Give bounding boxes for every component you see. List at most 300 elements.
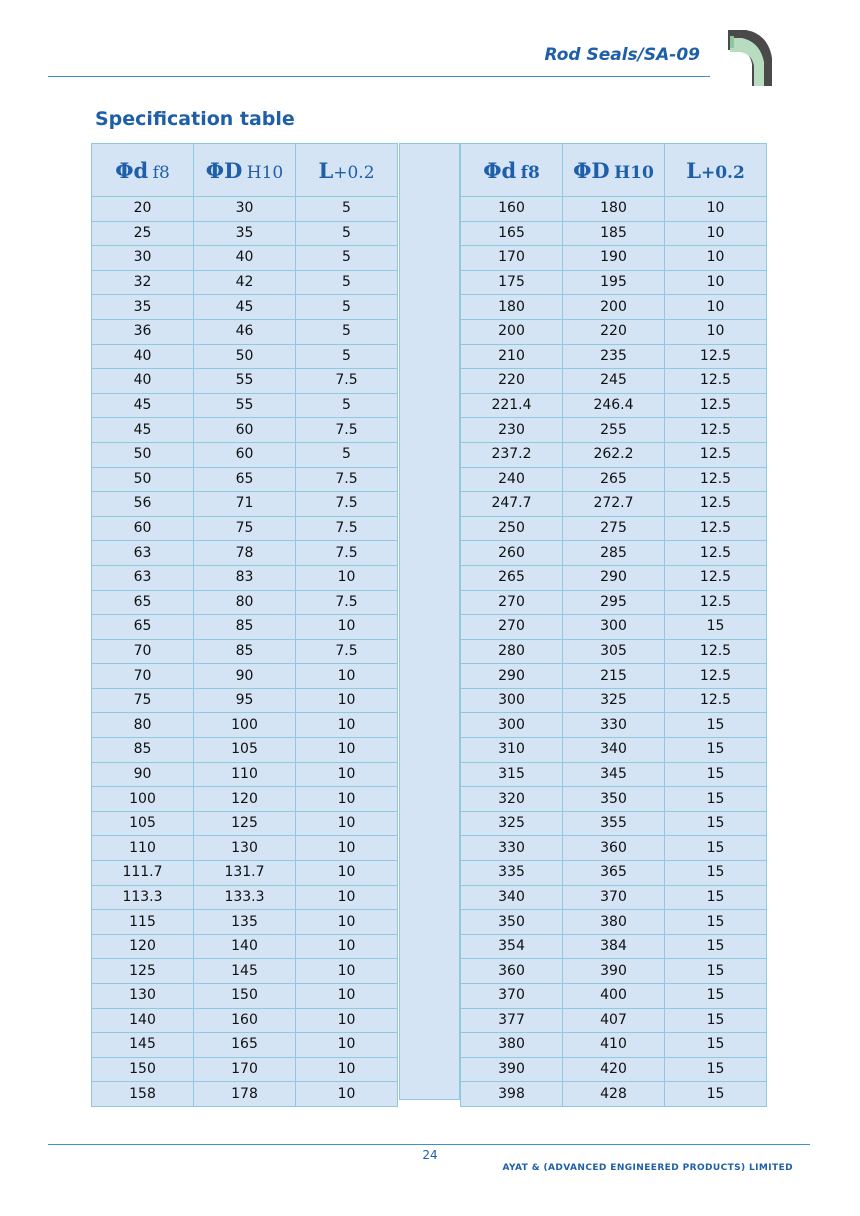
- cell-rod-diameter: 120: [92, 934, 194, 959]
- cell-groove-diameter: 85: [194, 615, 296, 640]
- cell-groove-diameter: 45: [194, 295, 296, 320]
- cell-rod-diameter: 35: [92, 295, 194, 320]
- cell-rod-diameter: 80: [92, 713, 194, 738]
- cell-rod-diameter: 300: [461, 713, 563, 738]
- cell-rod-diameter: 63: [92, 565, 194, 590]
- cell-rod-diameter: 340: [461, 885, 563, 910]
- cell-groove-diameter: 340: [563, 738, 665, 763]
- cell-groove-diameter: 80: [194, 590, 296, 615]
- cell-groove-diameter: 275: [563, 516, 665, 541]
- table-row: [461, 369, 767, 394]
- table-row: [92, 861, 398, 886]
- cell-groove-length: 15: [665, 984, 767, 1009]
- cell-groove-length: 7.5: [296, 467, 398, 492]
- cell-rod-diameter: 70: [92, 664, 194, 689]
- cell-groove-length: 15: [665, 1082, 767, 1107]
- cell-groove-length: 5: [296, 319, 398, 344]
- cell-groove-diameter: 272.7: [563, 492, 665, 517]
- table-row: [92, 492, 398, 517]
- table-row: [92, 197, 398, 222]
- cell-rod-diameter: 25: [92, 221, 194, 246]
- cell-groove-length: 10: [665, 246, 767, 271]
- header-groove-diameter: ΦD H10: [194, 144, 296, 197]
- cell-groove-diameter: 160: [194, 1008, 296, 1033]
- cell-rod-diameter: 100: [92, 787, 194, 812]
- cell-groove-length: 7.5: [296, 541, 398, 566]
- header-rod-diameter: Φd f8: [461, 144, 563, 197]
- cell-groove-length: 5: [296, 246, 398, 271]
- cell-groove-diameter: 140: [194, 934, 296, 959]
- cell-groove-diameter: 420: [563, 1057, 665, 1082]
- cell-groove-diameter: 110: [194, 762, 296, 787]
- cell-groove-length: 12.5: [665, 541, 767, 566]
- cell-groove-diameter: 407: [563, 1008, 665, 1033]
- cell-groove-diameter: 178: [194, 1082, 296, 1107]
- table-row: [92, 541, 398, 566]
- cell-rod-diameter: 150: [92, 1057, 194, 1082]
- cell-groove-diameter: 90: [194, 664, 296, 689]
- cell-rod-diameter: 221.4: [461, 393, 563, 418]
- cell-groove-length: 15: [665, 615, 767, 640]
- cell-groove-diameter: 165: [194, 1033, 296, 1058]
- table-row: [461, 1033, 767, 1058]
- cell-rod-diameter: 113.3: [92, 885, 194, 910]
- table-row: [92, 1057, 398, 1082]
- cell-groove-diameter: 255: [563, 418, 665, 443]
- cell-groove-diameter: 245: [563, 369, 665, 394]
- cell-groove-diameter: 235: [563, 344, 665, 369]
- cell-groove-diameter: 120: [194, 787, 296, 812]
- cell-groove-diameter: 135: [194, 910, 296, 935]
- cell-groove-length: 12.5: [665, 344, 767, 369]
- table-row: [92, 615, 398, 640]
- table-row: [92, 639, 398, 664]
- cell-groove-length: 15: [665, 861, 767, 886]
- cell-groove-length: 7.5: [296, 590, 398, 615]
- cell-groove-length: 15: [665, 762, 767, 787]
- cell-groove-diameter: 355: [563, 811, 665, 836]
- cell-groove-length: 15: [665, 811, 767, 836]
- cell-groove-diameter: 100: [194, 713, 296, 738]
- cell-groove-length: 5: [296, 344, 398, 369]
- section-title: Specification table: [95, 108, 295, 130]
- cell-rod-diameter: 130: [92, 984, 194, 1009]
- table-row: [461, 221, 767, 246]
- table-row: [92, 934, 398, 959]
- cell-rod-diameter: 90: [92, 762, 194, 787]
- cell-groove-length: 12.5: [665, 516, 767, 541]
- table-row: [92, 270, 398, 295]
- cell-groove-length: 12.5: [665, 442, 767, 467]
- cell-groove-diameter: 330: [563, 713, 665, 738]
- cell-groove-length: 15: [665, 787, 767, 812]
- header-row: [92, 144, 398, 197]
- cell-groove-length: 10: [296, 688, 398, 713]
- table-row: [92, 516, 398, 541]
- table-row: [92, 787, 398, 812]
- cell-groove-diameter: 185: [563, 221, 665, 246]
- table-row: [461, 811, 767, 836]
- cell-groove-length: 10: [296, 1033, 398, 1058]
- cell-groove-diameter: 145: [194, 959, 296, 984]
- cell-rod-diameter: 360: [461, 959, 563, 984]
- cell-groove-diameter: 150: [194, 984, 296, 1009]
- cell-rod-diameter: 40: [92, 369, 194, 394]
- cell-rod-diameter: 45: [92, 393, 194, 418]
- cell-groove-diameter: 262.2: [563, 442, 665, 467]
- cell-groove-diameter: 200: [563, 295, 665, 320]
- table-row: [461, 885, 767, 910]
- cell-groove-length: 10: [296, 811, 398, 836]
- table-row: [92, 246, 398, 271]
- cell-rod-diameter: 105: [92, 811, 194, 836]
- table-row: [461, 246, 767, 271]
- table-row: [461, 615, 767, 640]
- cell-groove-length: 7.5: [296, 492, 398, 517]
- table-row: [461, 836, 767, 861]
- cell-groove-length: 10: [296, 565, 398, 590]
- cell-groove-length: 10: [665, 221, 767, 246]
- cell-rod-diameter: 65: [92, 590, 194, 615]
- cell-rod-diameter: 330: [461, 836, 563, 861]
- cell-groove-diameter: 428: [563, 1082, 665, 1107]
- cell-groove-diameter: 400: [563, 984, 665, 1009]
- cell-groove-length: 15: [665, 934, 767, 959]
- cell-rod-diameter: 170: [461, 246, 563, 271]
- cell-rod-diameter: 20: [92, 197, 194, 222]
- cell-groove-length: 10: [296, 713, 398, 738]
- cell-groove-diameter: 125: [194, 811, 296, 836]
- cell-groove-length: 10: [296, 959, 398, 984]
- cell-groove-diameter: 130: [194, 836, 296, 861]
- cell-groove-diameter: 390: [563, 959, 665, 984]
- cell-rod-diameter: 36: [92, 319, 194, 344]
- cell-groove-length: 15: [665, 1033, 767, 1058]
- cell-groove-length: 10: [665, 270, 767, 295]
- cell-groove-length: 10: [296, 615, 398, 640]
- cell-rod-diameter: 180: [461, 295, 563, 320]
- cell-groove-length: 10: [296, 787, 398, 812]
- spec-table-left: [91, 143, 398, 1107]
- table-row: [461, 541, 767, 566]
- cell-groove-diameter: 55: [194, 369, 296, 394]
- cell-rod-diameter: 165: [461, 221, 563, 246]
- cell-groove-diameter: 78: [194, 541, 296, 566]
- header-groove-length: L+0.2: [296, 144, 398, 197]
- cell-groove-length: 10: [296, 861, 398, 886]
- cell-rod-diameter: 237.2: [461, 442, 563, 467]
- cell-groove-length: 5: [296, 270, 398, 295]
- cell-groove-diameter: 190: [563, 246, 665, 271]
- cell-groove-diameter: 215: [563, 664, 665, 689]
- footer-divider: [48, 1144, 810, 1145]
- cell-groove-length: 12.5: [665, 393, 767, 418]
- cell-groove-diameter: 195: [563, 270, 665, 295]
- table-row: [92, 344, 398, 369]
- header-divider: [48, 76, 710, 77]
- cell-groove-diameter: 360: [563, 836, 665, 861]
- cell-rod-diameter: 250: [461, 516, 563, 541]
- cell-groove-length: 5: [296, 197, 398, 222]
- cell-groove-diameter: 60: [194, 418, 296, 443]
- table-row: [461, 738, 767, 763]
- cell-groove-length: 15: [665, 713, 767, 738]
- cell-rod-diameter: 210: [461, 344, 563, 369]
- header-title: Rod Seals/SA-09: [544, 45, 700, 65]
- cell-groove-diameter: 75: [194, 516, 296, 541]
- cell-groove-length: 10: [296, 910, 398, 935]
- header-row: [461, 144, 767, 197]
- cell-groove-diameter: 345: [563, 762, 665, 787]
- cell-groove-diameter: 46: [194, 319, 296, 344]
- table-row: [461, 197, 767, 222]
- table-row: [461, 319, 767, 344]
- table-row: [92, 885, 398, 910]
- table-row: [461, 934, 767, 959]
- cell-rod-diameter: 370: [461, 984, 563, 1009]
- cell-rod-diameter: 145: [92, 1033, 194, 1058]
- table-row: [461, 861, 767, 886]
- header-groove-length: L+0.2: [665, 144, 767, 197]
- cell-groove-length: 7.5: [296, 516, 398, 541]
- cell-rod-diameter: 70: [92, 639, 194, 664]
- table-row: [92, 984, 398, 1009]
- cell-groove-length: 12.5: [665, 418, 767, 443]
- cell-groove-diameter: 290: [563, 565, 665, 590]
- cell-groove-length: 7.5: [296, 369, 398, 394]
- table-row: [92, 418, 398, 443]
- cell-groove-diameter: 170: [194, 1057, 296, 1082]
- table-row: [92, 688, 398, 713]
- cell-rod-diameter: 85: [92, 738, 194, 763]
- table-row: [461, 492, 767, 517]
- cell-groove-length: 7.5: [296, 418, 398, 443]
- cell-groove-diameter: 350: [563, 787, 665, 812]
- rod-seal-profile-icon: [724, 28, 774, 88]
- specification-table: [91, 143, 768, 1100]
- table-row: [92, 295, 398, 320]
- cell-groove-diameter: 384: [563, 934, 665, 959]
- table-row: [461, 1082, 767, 1107]
- table-row: [92, 762, 398, 787]
- cell-groove-diameter: 50: [194, 344, 296, 369]
- header-rod-diameter: Φd f8: [92, 144, 194, 197]
- cell-groove-length: 12.5: [665, 590, 767, 615]
- cell-rod-diameter: 110: [92, 836, 194, 861]
- table-row: [92, 910, 398, 935]
- cell-rod-diameter: 240: [461, 467, 563, 492]
- table-row: [92, 565, 398, 590]
- table-row: [461, 295, 767, 320]
- cell-rod-diameter: 315: [461, 762, 563, 787]
- cell-groove-length: 10: [296, 836, 398, 861]
- table-row: [92, 319, 398, 344]
- cell-rod-diameter: 50: [92, 467, 194, 492]
- cell-groove-length: 10: [296, 885, 398, 910]
- cell-rod-diameter: 377: [461, 1008, 563, 1033]
- table-row: [461, 270, 767, 295]
- cell-groove-diameter: 295: [563, 590, 665, 615]
- cell-rod-diameter: 175: [461, 270, 563, 295]
- cell-rod-diameter: 300: [461, 688, 563, 713]
- spec-table-right: [460, 143, 767, 1107]
- cell-groove-length: 10: [296, 984, 398, 1009]
- cell-rod-diameter: 280: [461, 639, 563, 664]
- cell-rod-diameter: 220: [461, 369, 563, 394]
- cell-groove-diameter: 71: [194, 492, 296, 517]
- cell-groove-diameter: 365: [563, 861, 665, 886]
- table-row: [92, 713, 398, 738]
- cell-groove-length: 10: [296, 1057, 398, 1082]
- cell-groove-diameter: 95: [194, 688, 296, 713]
- table-row: [92, 442, 398, 467]
- cell-groove-diameter: 133.3: [194, 885, 296, 910]
- table-row: [461, 1057, 767, 1082]
- cell-groove-length: 10: [296, 1008, 398, 1033]
- table-row: [461, 639, 767, 664]
- cell-groove-length: 10: [296, 1082, 398, 1107]
- cell-groove-diameter: 410: [563, 1033, 665, 1058]
- table-row: [92, 221, 398, 246]
- cell-groove-diameter: 85: [194, 639, 296, 664]
- cell-groove-length: 7.5: [296, 639, 398, 664]
- table-row: [461, 1008, 767, 1033]
- cell-groove-diameter: 220: [563, 319, 665, 344]
- table-row: [461, 664, 767, 689]
- table-row: [461, 713, 767, 738]
- cell-rod-diameter: 270: [461, 590, 563, 615]
- cell-rod-diameter: 75: [92, 688, 194, 713]
- table-row: [92, 836, 398, 861]
- cell-rod-diameter: 158: [92, 1082, 194, 1107]
- company-name: AYAT & (ADVANCED ENGINEERED PRODUCTS) LIMITED: [502, 1163, 793, 1173]
- table-spacer-column: [399, 143, 460, 1100]
- cell-groove-length: 10: [296, 738, 398, 763]
- cell-groove-diameter: 246.4: [563, 393, 665, 418]
- cell-rod-diameter: 32: [92, 270, 194, 295]
- cell-rod-diameter: 398: [461, 1082, 563, 1107]
- cell-groove-length: 15: [665, 959, 767, 984]
- cell-groove-diameter: 60: [194, 442, 296, 467]
- table-row: [461, 344, 767, 369]
- cell-groove-diameter: 42: [194, 270, 296, 295]
- cell-rod-diameter: 260: [461, 541, 563, 566]
- table-row: [461, 442, 767, 467]
- cell-groove-diameter: 35: [194, 221, 296, 246]
- cell-rod-diameter: 310: [461, 738, 563, 763]
- table-row: [461, 984, 767, 1009]
- table-row: [461, 590, 767, 615]
- table-row: [461, 516, 767, 541]
- cell-rod-diameter: 111.7: [92, 861, 194, 886]
- cell-rod-diameter: 354: [461, 934, 563, 959]
- cell-groove-diameter: 131.7: [194, 861, 296, 886]
- cell-groove-length: 15: [665, 836, 767, 861]
- cell-groove-length: 15: [665, 1008, 767, 1033]
- cell-groove-length: 15: [665, 738, 767, 763]
- cell-rod-diameter: 290: [461, 664, 563, 689]
- cell-groove-diameter: 265: [563, 467, 665, 492]
- cell-groove-length: 15: [665, 910, 767, 935]
- table-row: [461, 688, 767, 713]
- cell-rod-diameter: 335: [461, 861, 563, 886]
- table-row: [461, 910, 767, 935]
- cell-rod-diameter: 390: [461, 1057, 563, 1082]
- cell-rod-diameter: 40: [92, 344, 194, 369]
- cell-groove-length: 5: [296, 221, 398, 246]
- cell-rod-diameter: 320: [461, 787, 563, 812]
- cell-groove-length: 15: [665, 885, 767, 910]
- cell-rod-diameter: 65: [92, 615, 194, 640]
- cell-groove-diameter: 325: [563, 688, 665, 713]
- table-row: [92, 369, 398, 394]
- cell-rod-diameter: 115: [92, 910, 194, 935]
- table-row: [92, 590, 398, 615]
- cell-groove-length: 10: [665, 295, 767, 320]
- cell-groove-length: 12.5: [665, 639, 767, 664]
- table-row: [92, 959, 398, 984]
- cell-rod-diameter: 56: [92, 492, 194, 517]
- cell-rod-diameter: 270: [461, 615, 563, 640]
- table-row: [92, 738, 398, 763]
- cell-groove-length: 12.5: [665, 664, 767, 689]
- cell-rod-diameter: 60: [92, 516, 194, 541]
- cell-rod-diameter: 265: [461, 565, 563, 590]
- cell-rod-diameter: 50: [92, 442, 194, 467]
- table-row: [461, 467, 767, 492]
- cell-groove-length: 5: [296, 295, 398, 320]
- cell-groove-length: 5: [296, 442, 398, 467]
- cell-groove-length: 10: [296, 664, 398, 689]
- cell-groove-diameter: 105: [194, 738, 296, 763]
- cell-rod-diameter: 350: [461, 910, 563, 935]
- table-row: [461, 393, 767, 418]
- cell-groove-length: 12.5: [665, 565, 767, 590]
- cell-groove-length: 10: [665, 197, 767, 222]
- table-row: [92, 1082, 398, 1107]
- table-row: [92, 1033, 398, 1058]
- table-row: [461, 418, 767, 443]
- header-groove-diameter: ΦD H10: [563, 144, 665, 197]
- cell-groove-diameter: 30: [194, 197, 296, 222]
- cell-groove-length: 12.5: [665, 492, 767, 517]
- cell-rod-diameter: 200: [461, 319, 563, 344]
- table-row: [92, 393, 398, 418]
- table-row: [461, 787, 767, 812]
- cell-rod-diameter: 140: [92, 1008, 194, 1033]
- cell-groove-diameter: 40: [194, 246, 296, 271]
- cell-rod-diameter: 125: [92, 959, 194, 984]
- table-row: [461, 762, 767, 787]
- cell-groove-diameter: 285: [563, 541, 665, 566]
- cell-groove-diameter: 83: [194, 565, 296, 590]
- cell-groove-length: 12.5: [665, 688, 767, 713]
- table-row: [92, 664, 398, 689]
- cell-groove-length: 15: [665, 1057, 767, 1082]
- cell-groove-diameter: 180: [563, 197, 665, 222]
- cell-groove-length: 10: [296, 762, 398, 787]
- cell-groove-length: 10: [665, 319, 767, 344]
- cell-rod-diameter: 380: [461, 1033, 563, 1058]
- cell-groove-diameter: 380: [563, 910, 665, 935]
- cell-groove-diameter: 305: [563, 639, 665, 664]
- cell-rod-diameter: 160: [461, 197, 563, 222]
- cell-groove-diameter: 65: [194, 467, 296, 492]
- cell-rod-diameter: 30: [92, 246, 194, 271]
- cell-rod-diameter: 247.7: [461, 492, 563, 517]
- cell-groove-diameter: 300: [563, 615, 665, 640]
- cell-groove-length: 5: [296, 393, 398, 418]
